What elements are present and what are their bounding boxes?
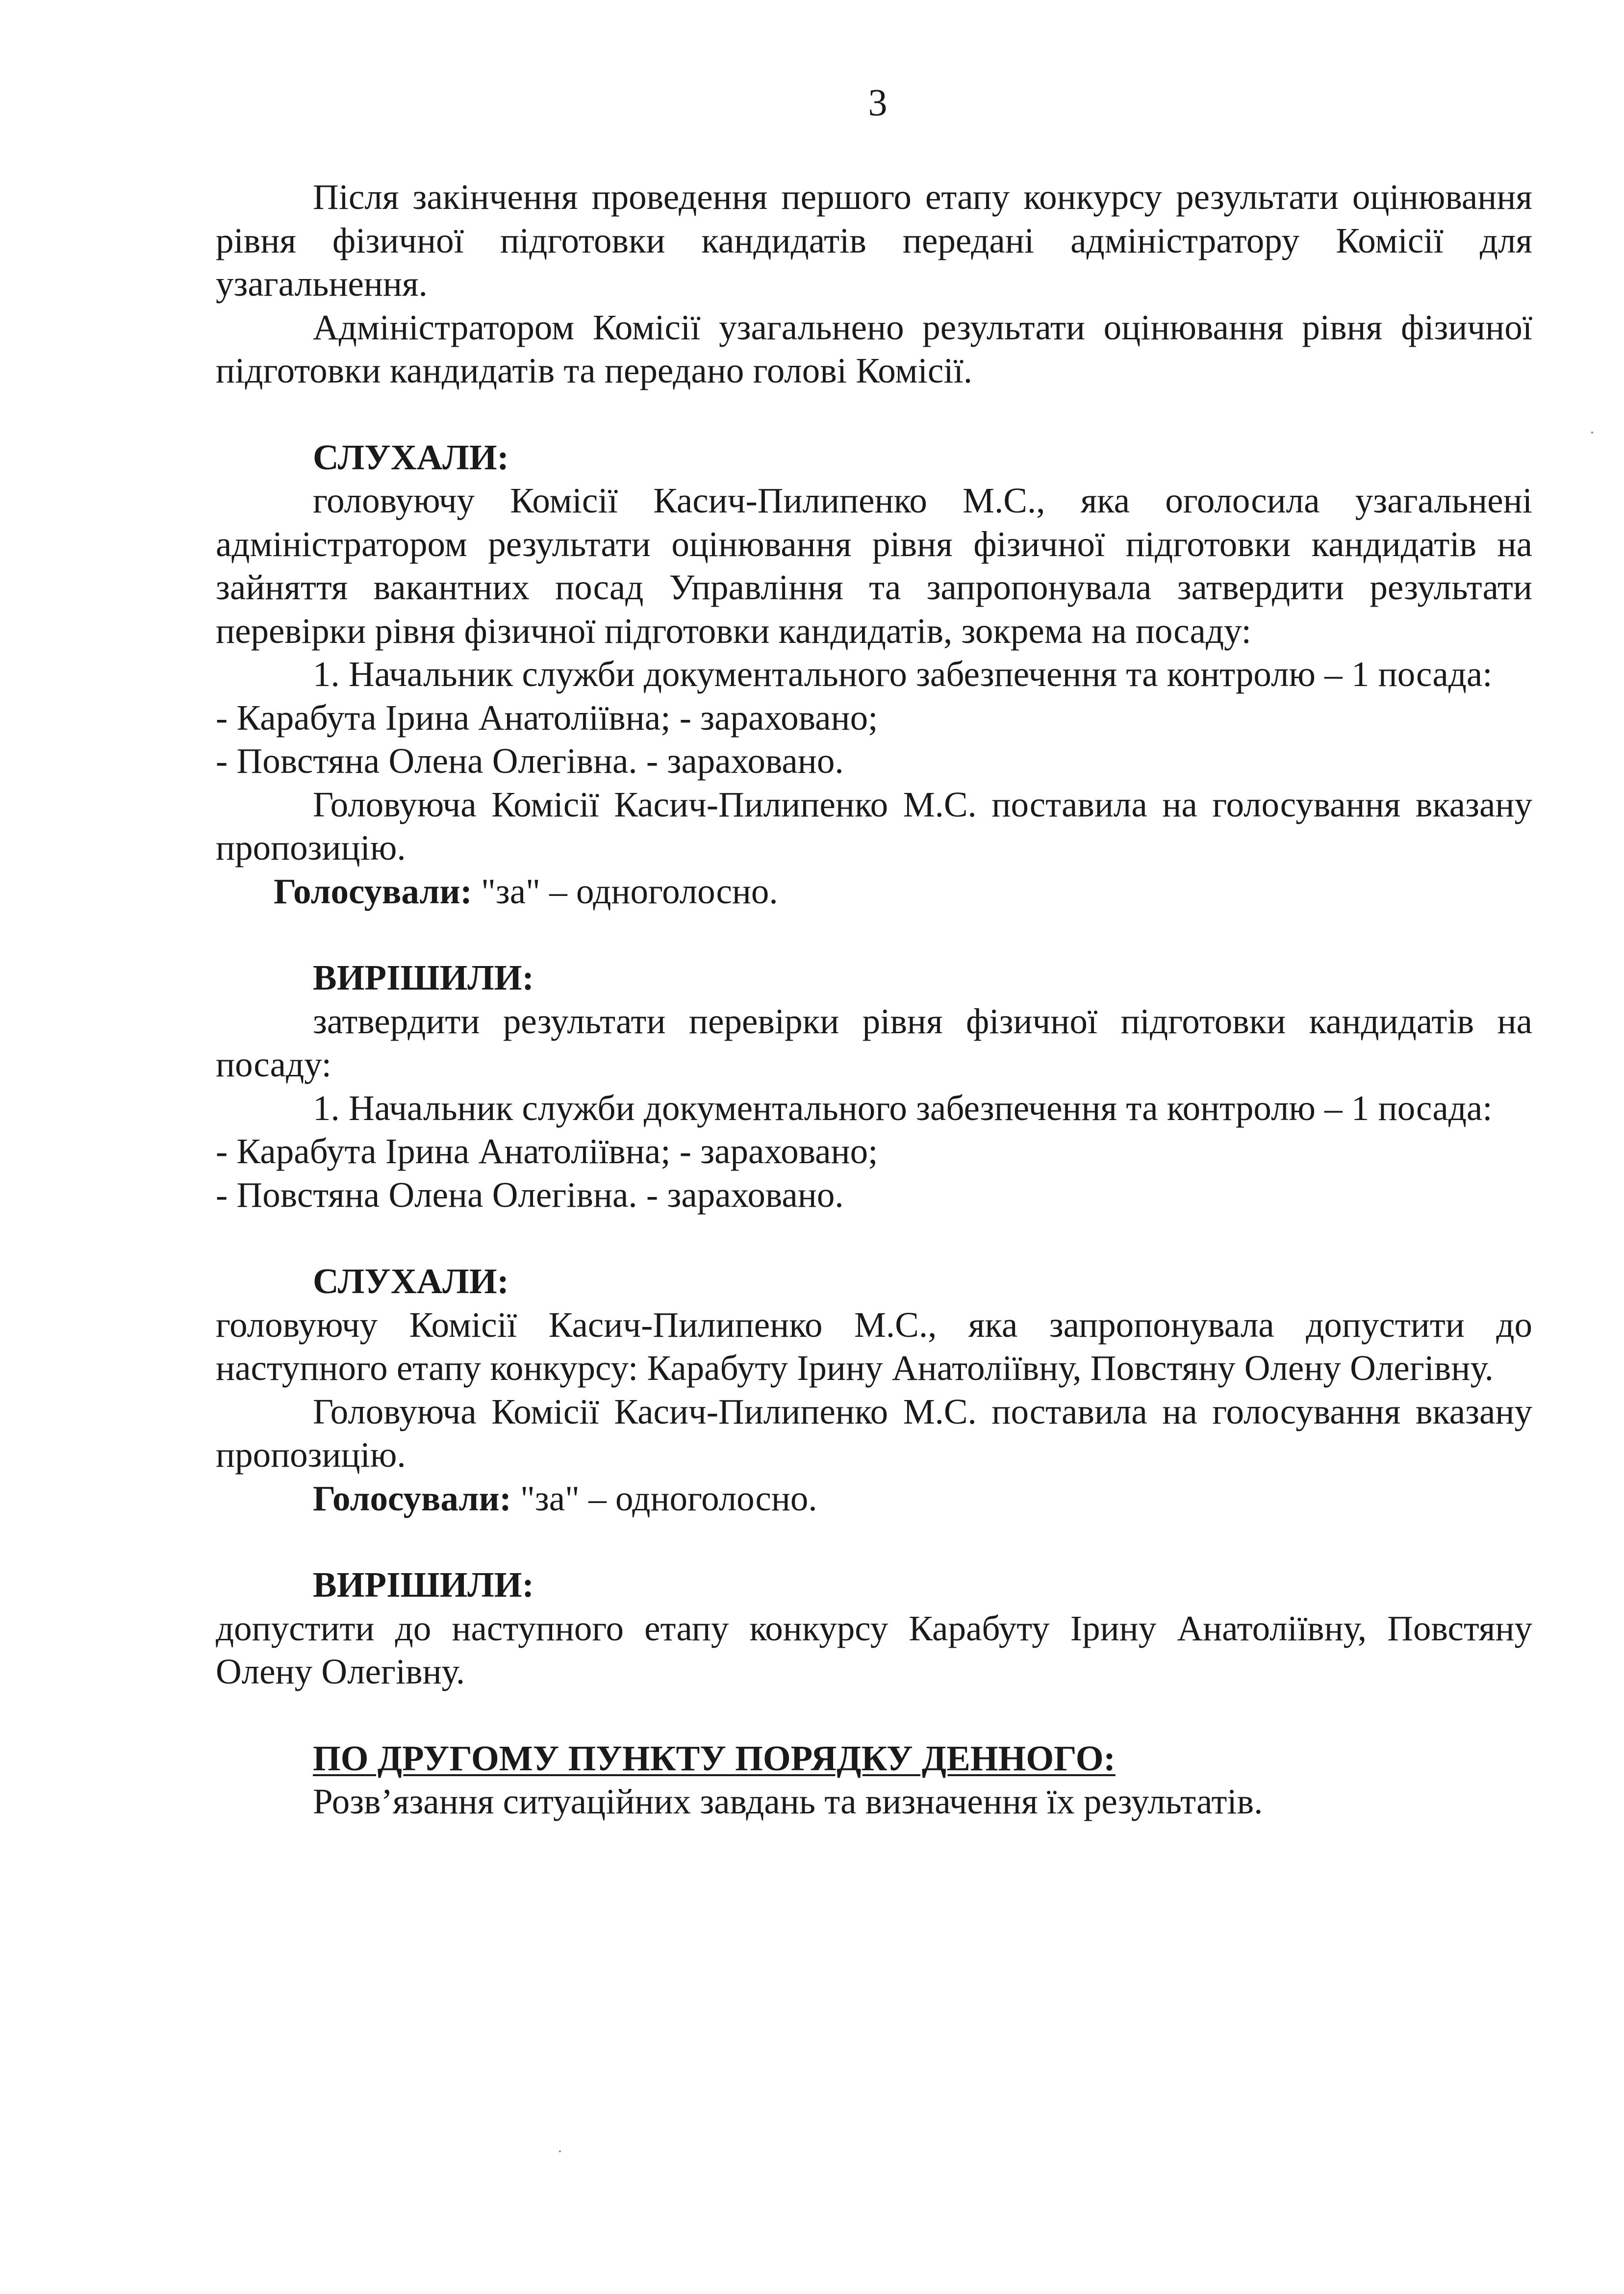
heard-text-1: головуючу Комісії Касич-Пилипенко М.С., яка оголосила узагальнені адміністратором результати оцінювання рівня фізичної підготовки кандидатів на зайняття вакантних посад Управління та запропонувала затвердити результати перевірки рівня фізичної підготовки кандидатів, зокрема на посаду: xyxy=(216,481,1532,651)
intro-paragraph-2: Адміністратором Комісії узагальнено результати оцінювання рівня фізичної підготовки кандидатів та передано голові Комісії. xyxy=(216,307,1532,390)
put-to-vote-1: Головуюча Комісії Касич-Пилипенко М.С. поставила на голосування вказану пропозицію. xyxy=(216,784,1532,867)
heard-heading-2: СЛУХАЛИ: xyxy=(313,1261,509,1301)
candidate-line: - Карабута Ірина Анатоліївна; - зараховано; xyxy=(216,697,878,738)
decided-heading-2: ВИРІШИЛИ: xyxy=(313,1565,534,1605)
candidate-line: - Повстяна Олена Олегівна. - зараховано. xyxy=(216,1174,844,1215)
heard-text-2: головуючу Комісії Касич-Пилипенко М.С., яка запропонувала допустити до наступного етапу конкурсу: Карабуту Ірину Анатоліївну, Повстяну Олену Олегівну. xyxy=(216,1304,1532,1388)
vote-result-1 xyxy=(216,870,1532,914)
vote-label: Голосували: xyxy=(274,871,472,911)
document-body xyxy=(216,176,1532,1824)
scan-speck xyxy=(559,2150,561,2152)
position-item-2: 1. Начальник служби документального забезпечення та контролю – 1 посада: xyxy=(313,1088,1493,1128)
vote-label: Голосували: xyxy=(313,1478,511,1518)
decided-text-1: затвердити результати перевірки рівня фізичної підготовки кандидатів на посаду: xyxy=(216,1001,1532,1084)
decided-heading-1: ВИРІШИЛИ: xyxy=(313,958,534,997)
candidate-line: - Повстяна Олена Олегівна. - зараховано. xyxy=(216,741,844,781)
agenda-item-2-heading: ПО ДРУГОМУ ПУНКТУ ПОРЯДКУ ДЕННОГО: xyxy=(313,1738,1116,1778)
heard-heading-1: СЛУХАЛИ: xyxy=(313,437,509,477)
candidate-line: - Карабута Ірина Анатоліївна; - зараховано; xyxy=(216,1131,878,1171)
decided-text-2: допустити до наступного етапу конкурсу Карабуту Ірину Анатоліївну, Повстяну Олену Олегівну. xyxy=(216,1608,1532,1691)
scan-speck xyxy=(1591,432,1593,433)
put-to-vote-2: Головуюча Комісії Касич-Пилипенко М.С. поставила на голосування вказану пропозицію. xyxy=(216,1391,1532,1475)
page-number: 3 xyxy=(868,81,888,124)
vote-value: "за" – одноголосно. xyxy=(472,871,778,911)
vote-value: "за" – одноголосно. xyxy=(511,1478,817,1518)
position-item-1: 1. Начальник служби документального забезпечення та контролю – 1 посада: xyxy=(313,654,1493,694)
vote-result-2 xyxy=(216,1477,1532,1521)
intro-paragraph-1: Після закінчення проведення першого етапу конкурсу результати оцінювання рівня фізичної підготовки кандидатів передані адміністратору Комісії для узагальнення. xyxy=(216,177,1532,304)
agenda-item-2-text: Розв’язання ситуаційних завдань та визначення їх результатів. xyxy=(313,1782,1263,1821)
